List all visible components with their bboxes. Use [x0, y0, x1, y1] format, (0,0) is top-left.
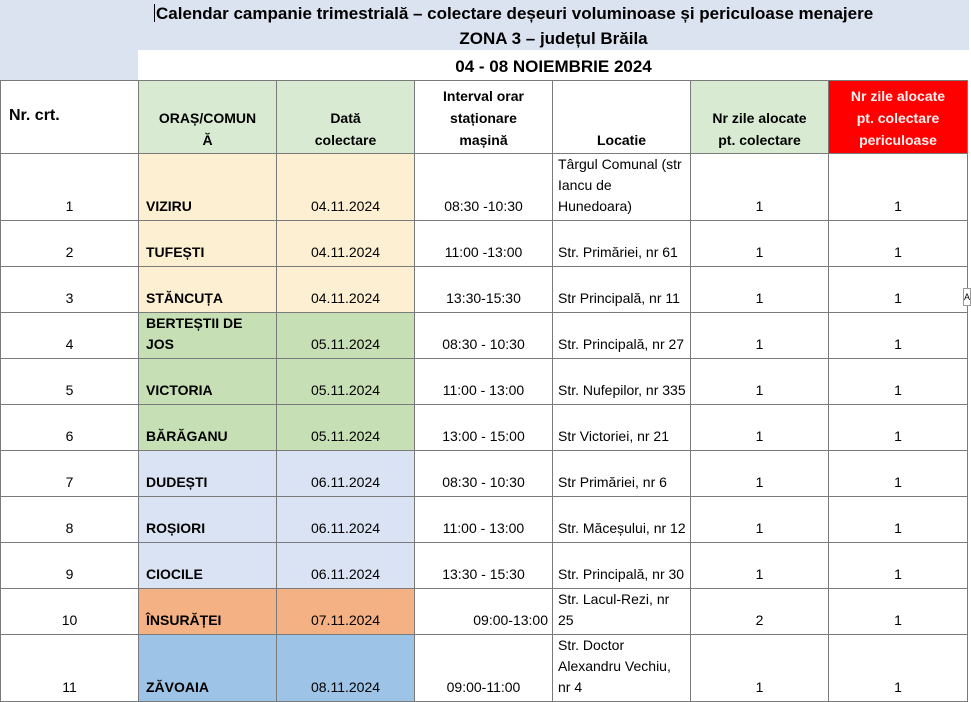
cell-edge-marker: A [963, 288, 971, 306]
cell-zile-periculoase[interactable]: 1 [829, 589, 968, 635]
header-interval[interactable]: Interval orar staționare mașină [415, 81, 553, 154]
cell-oras[interactable]: VICTORIA [139, 359, 277, 405]
table-row [1, 154, 968, 221]
cell-locatie[interactable]: Str. Primăriei, nr 61 [553, 221, 691, 267]
cell-nr[interactable]: 11 [1, 635, 139, 702]
cell-zile-periculoase[interactable]: 1 [829, 154, 968, 221]
cell-zile[interactable]: 2 [691, 589, 829, 635]
cell-oras[interactable]: DUDEȘTI [139, 451, 277, 497]
cell-zile[interactable]: 1 [691, 359, 829, 405]
cell-data[interactable]: 05.11.2024 [277, 405, 415, 451]
table-body [1, 154, 968, 702]
cell-locatie[interactable]: Str. Principală, nr 30 [553, 543, 691, 589]
cell-zile-periculoase[interactable]: 1 [829, 313, 968, 359]
cell-oras[interactable]: STĂNCUȚA [139, 267, 277, 313]
cell-data[interactable]: 06.11.2024 [277, 497, 415, 543]
cell-interval[interactable]: 09:00-13:00 [415, 589, 553, 635]
cell-zile-periculoase[interactable]: 1 [829, 497, 968, 543]
cell-interval[interactable]: 11:00 -13:00 [415, 221, 553, 267]
schedule-table [0, 80, 968, 702]
cell-interval[interactable]: 08:30 - 10:30 [415, 313, 553, 359]
cell-interval[interactable]: 13:30-15:30 [415, 267, 553, 313]
cell-zile-periculoase[interactable]: 1 [829, 221, 968, 267]
cell-interval[interactable]: 11:00 - 13:00 [415, 497, 553, 543]
cell-interval[interactable]: 11:00 - 13:00 [415, 359, 553, 405]
cell-zile[interactable]: 1 [691, 313, 829, 359]
table-row [1, 635, 968, 702]
table-row [1, 221, 968, 267]
cell-oras[interactable]: ÎNSURĂȚEI [139, 589, 277, 635]
cell-zile-periculoase[interactable]: 1 [829, 405, 968, 451]
header-zile-periculoase[interactable]: Nr zile alocate pt. colectare periculoase [829, 81, 968, 154]
cell-data[interactable]: 04.11.2024 [277, 267, 415, 313]
cell-data[interactable]: 05.11.2024 [277, 359, 415, 405]
cell-interval[interactable]: 09:00-11:00 [415, 635, 553, 702]
table-row [1, 451, 968, 497]
cell-locatie[interactable]: Str Principală, nr 11 [553, 267, 691, 313]
cell-locatie[interactable]: Str Victoriei, nr 21 [553, 405, 691, 451]
cell-zile[interactable]: 1 [691, 635, 829, 702]
page-title: Calendar campanie trimestrială – colectare deșeuri voluminoase și periculoase menajere [156, 4, 874, 23]
header-oras[interactable]: ORAȘ/COMUN Ă [139, 81, 277, 154]
table-row [1, 405, 968, 451]
cell-data[interactable]: 08.11.2024 [277, 635, 415, 702]
cell-zile-periculoase[interactable]: 1 [829, 451, 968, 497]
header-zile[interactable]: Nr zile alocate pt. colectare [691, 81, 829, 154]
cell-data[interactable]: 06.11.2024 [277, 543, 415, 589]
table-row [1, 497, 968, 543]
header-nr[interactable]: Nr. crt. [1, 81, 139, 154]
cell-zile[interactable]: 1 [691, 405, 829, 451]
cell-oras[interactable]: CIOCILE [139, 543, 277, 589]
cell-locatie[interactable]: Str. Principală, nr 27 [553, 313, 691, 359]
cell-zile-periculoase[interactable]: 1 [829, 543, 968, 589]
cell-locatie[interactable]: Str. Lacul-Rezi, nr 25 [553, 589, 691, 635]
cell-nr[interactable]: 1 [1, 154, 139, 221]
cell-oras[interactable]: ROȘIORI [139, 497, 277, 543]
period-label: 04 - 08 NOIEMBRIE 2024 [138, 50, 969, 80]
cell-data[interactable]: 05.11.2024 [277, 313, 415, 359]
table-row [1, 313, 968, 359]
cell-nr[interactable]: 6 [1, 405, 139, 451]
cell-oras[interactable]: VIZIRU [139, 154, 277, 221]
cell-nr[interactable]: 9 [1, 543, 139, 589]
cell-nr[interactable]: 2 [1, 221, 139, 267]
title-area [138, 0, 969, 80]
cell-oras[interactable]: ZĂVOAIA [139, 635, 277, 702]
cell-nr[interactable]: 4 [1, 313, 139, 359]
table-row [1, 359, 968, 405]
cell-interval[interactable]: 08:30 -10:30 [415, 154, 553, 221]
cell-data[interactable]: 04.11.2024 [277, 221, 415, 267]
header-row [1, 81, 968, 154]
text-cursor [154, 4, 155, 22]
zone-subtitle: ZONA 3 – județul Brăila [459, 29, 648, 48]
cell-zile[interactable]: 1 [691, 154, 829, 221]
cell-nr[interactable]: 5 [1, 359, 139, 405]
cell-locatie[interactable]: Str. Măceșului, nr 12 [553, 497, 691, 543]
cell-oras[interactable]: TUFEȘTI [139, 221, 277, 267]
table-row [1, 589, 968, 635]
cell-locatie[interactable]: Târgul Comunal (str Iancu de Hunedoara) [553, 154, 691, 221]
cell-nr[interactable]: 3 [1, 267, 139, 313]
cell-zile[interactable]: 1 [691, 267, 829, 313]
header-locatie[interactable]: Locatie [553, 81, 691, 154]
cell-nr[interactable]: 8 [1, 497, 139, 543]
table-row [1, 267, 968, 313]
cell-data[interactable]: 04.11.2024 [277, 154, 415, 221]
cell-interval[interactable]: 08:30 - 10:30 [415, 451, 553, 497]
cell-locatie[interactable]: Str Primăriei, nr 6 [553, 451, 691, 497]
cell-zile[interactable]: 1 [691, 497, 829, 543]
cell-zile-periculoase[interactable]: 1 [829, 267, 968, 313]
table-row [1, 543, 968, 589]
cell-locatie[interactable]: Str. Nufерilor, nr 335 [553, 359, 691, 405]
cell-zile[interactable]: 1 [691, 543, 829, 589]
cell-nr[interactable]: 7 [1, 451, 139, 497]
cell-locatie[interactable]: Str. Doctor Alexandru Vechiu, nr 4 [553, 635, 691, 702]
cell-zile-periculoase[interactable]: 1 [829, 635, 968, 702]
cell-data[interactable]: 06.11.2024 [277, 451, 415, 497]
cell-interval[interactable]: 13:30 - 15:30 [415, 543, 553, 589]
cell-oras[interactable]: BERTEȘTII DE JOS [139, 313, 277, 359]
header-data[interactable]: Dată colectare [277, 81, 415, 154]
cell-zile[interactable]: 1 [691, 451, 829, 497]
cell-nr[interactable]: 10 [1, 589, 139, 635]
cell-zile-periculoase[interactable]: 1 [829, 359, 968, 405]
cell-data[interactable]: 07.11.2024 [277, 589, 415, 635]
cell-oras[interactable]: BĂRĂGANU [139, 405, 277, 451]
cell-zile[interactable]: 1 [691, 221, 829, 267]
cell-interval[interactable]: 13:00 - 15:00 [415, 405, 553, 451]
